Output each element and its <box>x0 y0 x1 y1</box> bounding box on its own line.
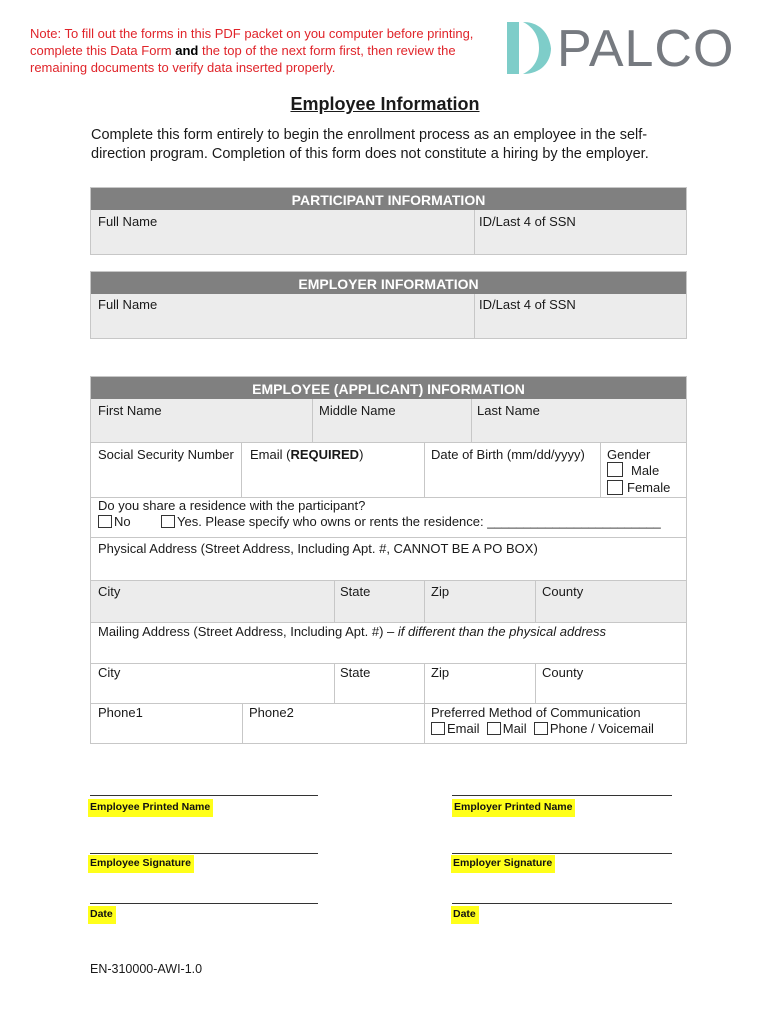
divider <box>312 399 313 442</box>
phone1-label: Phone1 <box>98 705 143 720</box>
email-label <box>250 447 363 463</box>
pref-phone-label: Phone / Voicemail <box>549 721 654 736</box>
divider <box>535 664 536 703</box>
note-text-after: the top of the next form first, then review the remaining documents to verify data inserted properly. <box>30 43 456 75</box>
email-label-prefix: Email ( <box>250 447 291 462</box>
employee-header: EMPLOYEE (APPLICANT) INFORMATION <box>91 377 686 399</box>
divider <box>424 704 425 743</box>
employer-full-name-label: Full Name <box>98 297 158 312</box>
residence-no-checkbox[interactable] <box>98 515 112 528</box>
employer-signature-label: Employer Signature <box>451 855 555 873</box>
employee-section <box>90 376 687 744</box>
mailing-address-text: Mailing Address (Street Address, Including Apt. #) – <box>98 624 398 639</box>
participant-header: PARTICIPANT INFORMATION <box>91 188 686 210</box>
employee-date-label: Date <box>88 906 116 924</box>
divider <box>241 443 242 497</box>
palco-mark-icon <box>505 18 553 78</box>
note-emphasis: and <box>175 43 199 58</box>
employer-printed-name-line[interactable] <box>452 795 672 796</box>
pref-mail-checkbox[interactable] <box>487 722 501 735</box>
mailing-city-row <box>91 663 686 703</box>
mailing-city-label: City <box>98 665 121 680</box>
employee-signature-label: Employee Signature <box>88 855 194 873</box>
divider <box>424 581 425 622</box>
employer-id-field[interactable] <box>475 294 686 338</box>
employer-full-name-field[interactable] <box>91 294 474 338</box>
employer-date-line[interactable] <box>452 903 672 904</box>
mailing-state-label: State <box>340 665 371 680</box>
dob-label: Date of Birth (mm/dd/yyyy) <box>431 447 585 462</box>
mailing-address-label <box>98 624 606 640</box>
instruction-note <box>30 25 490 76</box>
intro-text: Complete this form entirely to begin the enrollment process as an employee in the self-direction program. Completion of this form does not constitute a hiring by the employer. <box>91 127 649 162</box>
city-label: City <box>98 584 121 599</box>
mailing-address-note: if different than the physical address <box>397 624 607 639</box>
physical-address-row[interactable] <box>91 537 686 580</box>
pref-mail-label: Mail <box>502 721 527 736</box>
middle-name-label: Middle Name <box>319 403 396 418</box>
zip-label: Zip <box>431 584 450 599</box>
participant-id-label: ID/Last 4 of SSN <box>479 214 576 229</box>
palco-logo <box>505 18 740 80</box>
gender-male-label: Male <box>631 463 660 478</box>
preferred-options <box>431 721 654 737</box>
page-title: Employee Information <box>290 94 480 114</box>
participant-section <box>90 187 687 255</box>
employer-signature-line[interactable] <box>452 853 672 854</box>
participant-full-name-field[interactable] <box>91 210 474 254</box>
county-label: County <box>542 584 584 599</box>
mailing-county-label: County <box>542 665 584 680</box>
form-code: EN-310000-AWI-1.0 <box>90 962 203 976</box>
employee-date-line[interactable] <box>90 903 318 904</box>
mailing-zip-label: Zip <box>431 665 450 680</box>
state-label: State <box>340 584 371 599</box>
employee-signature-line[interactable] <box>90 853 318 854</box>
gender-label: Gender <box>607 447 651 462</box>
email-required-text: REQUIRED <box>290 447 360 462</box>
employer-id-label: ID/Last 4 of SSN <box>479 297 576 312</box>
participant-full-name-label: Full Name <box>98 214 158 229</box>
employee-printed-name-label: Employee Printed Name <box>88 799 213 817</box>
residence-yes-checkbox[interactable] <box>161 515 175 528</box>
divider <box>424 664 425 703</box>
phone2-label: Phone2 <box>249 705 294 720</box>
pref-phone-checkbox[interactable] <box>534 722 548 735</box>
preferred-communication-label: Preferred Method of Communication <box>431 705 641 720</box>
name-row <box>91 399 686 442</box>
mailing-address-row[interactable] <box>91 622 686 663</box>
divider <box>471 399 472 442</box>
employer-date-label: Date <box>451 906 479 924</box>
divider <box>242 704 243 743</box>
pref-email-checkbox[interactable] <box>431 722 445 735</box>
gender-male-checkbox[interactable] <box>607 462 623 477</box>
employee-printed-name-line[interactable] <box>90 795 318 796</box>
ssn-row <box>91 442 686 497</box>
gender-female-checkbox[interactable] <box>607 480 623 495</box>
participant-id-field[interactable] <box>475 210 686 254</box>
divider <box>334 664 335 703</box>
employer-header: EMPLOYER INFORMATION <box>91 272 686 294</box>
last-name-label: Last Name <box>477 403 540 418</box>
residence-yes-label: Yes. Please specify who owns or rents the residence: ________________________ <box>177 514 661 529</box>
residence-yes-option <box>161 514 661 530</box>
divider <box>535 581 536 622</box>
residence-no-label: No <box>114 514 131 529</box>
residence-no-option <box>98 514 131 530</box>
gender-female-label: Female <box>627 480 671 495</box>
divider <box>424 443 425 497</box>
employer-section <box>90 271 687 339</box>
ssn-label: Social Security Number <box>98 447 234 462</box>
city-row <box>91 580 686 622</box>
divider <box>334 581 335 622</box>
logo-text: PALCO <box>557 20 735 78</box>
employer-printed-name-label: Employer Printed Name <box>452 799 575 817</box>
residence-question: Do you share a residence with the participant? <box>98 498 366 513</box>
physical-address-label: Physical Address (Street Address, Including Apt. #, CANNOT BE A PO BOX) <box>98 541 538 556</box>
pref-email-label: Email <box>447 721 480 736</box>
divider <box>600 443 601 497</box>
phone-row <box>91 703 686 743</box>
first-name-label: First Name <box>98 403 162 418</box>
email-label-suffix: ) <box>359 447 364 462</box>
residence-row <box>91 497 686 537</box>
note-text-before: Note: To fill out the forms in this PDF packet on you computer before printing, complete this Data Form <box>30 26 474 58</box>
